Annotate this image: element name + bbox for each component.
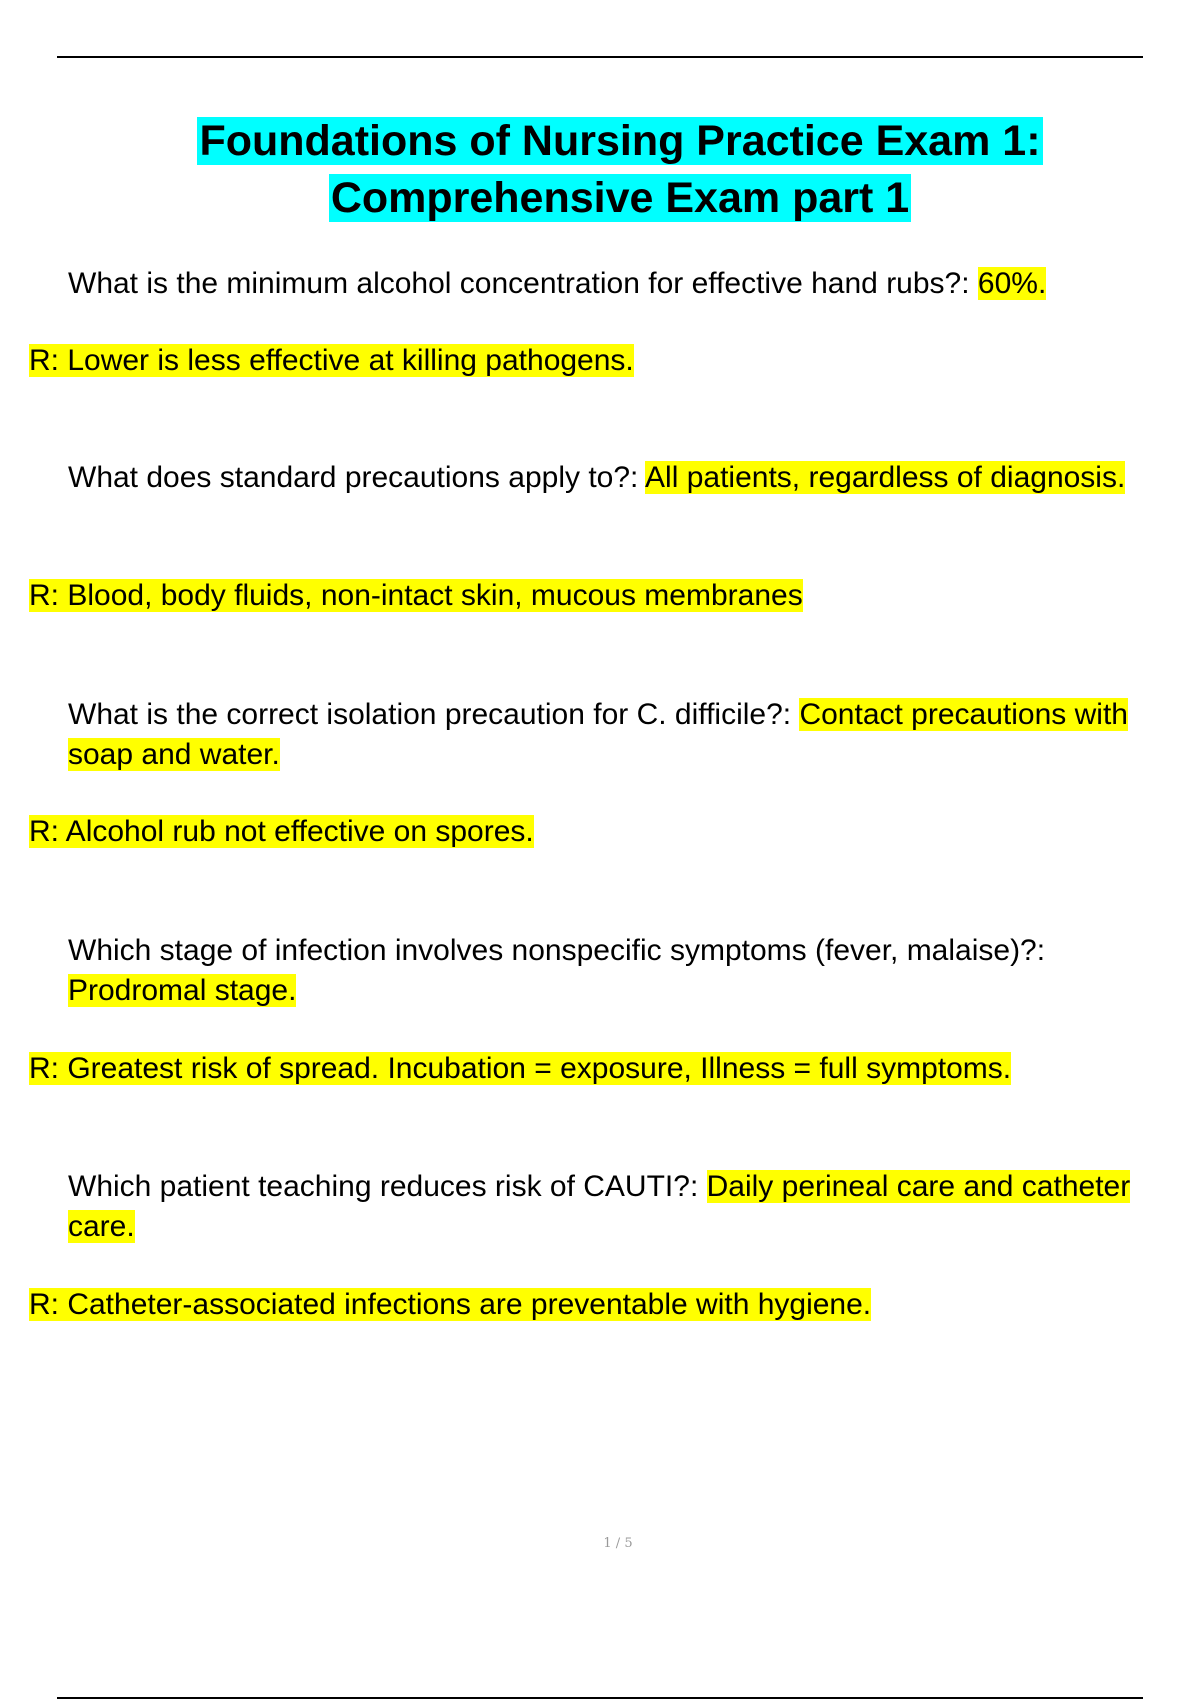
- question-4: [68, 931, 1153, 1011]
- answer-text: Daily perineal care and catheter care.: [68, 1170, 1131, 1243]
- rationale-3: [29, 812, 1179, 852]
- question-text: Which stage of infection involves nonspecific symptoms (fever, malaise)?:: [68, 934, 1046, 967]
- rationale-4: [29, 1049, 1179, 1089]
- page-number: 1 / 5: [603, 1536, 633, 1551]
- top-rule: [57, 56, 1143, 58]
- title-line-2: Comprehensive Exam part 1: [330, 174, 910, 222]
- rationale-text: R: Catheter-associated infections are preventable with hygiene.: [29, 1288, 872, 1321]
- question-3: [68, 695, 1153, 775]
- question-text: Which patient teaching reduces risk of CAUTI?:: [68, 1170, 699, 1203]
- rationale-text: R: Lower is less effective at killing pathogens.: [29, 344, 634, 377]
- answer-text: Contact precautions with soap and water.: [68, 698, 1128, 771]
- question-5: [68, 1167, 1153, 1247]
- document-title: [80, 113, 1160, 227]
- rationale-text: R: Blood, body fluids, non-intact skin, mucous membranes: [29, 579, 803, 612]
- question-2: [68, 458, 1153, 498]
- question-text: What is the minimum alcohol concentration for effective hand rubs?:: [68, 267, 970, 300]
- title-line-1: Foundations of Nursing Practice Exam 1:: [199, 117, 1041, 165]
- question-text: What does standard precautions apply to?:: [68, 461, 639, 494]
- answer-text: 60%.: [977, 267, 1047, 300]
- rationale-text: R: Alcohol rub not effective on spores.: [29, 815, 534, 848]
- rationale-1: [29, 341, 1179, 381]
- answer-text: All patients, regardless of diagnosis.: [645, 461, 1126, 494]
- rationale-text: R: Greatest risk of spread. Incubation = exposure, Illness = full symptoms.: [29, 1052, 1012, 1085]
- bottom-rule: [57, 1697, 1143, 1699]
- rationale-2: [29, 576, 1179, 616]
- question-1: [68, 264, 1153, 304]
- question-text: What is the correct isolation precaution for C. difficile?:: [68, 698, 792, 731]
- answer-text: Prodromal stage.: [68, 974, 297, 1007]
- rationale-5: [29, 1285, 1179, 1325]
